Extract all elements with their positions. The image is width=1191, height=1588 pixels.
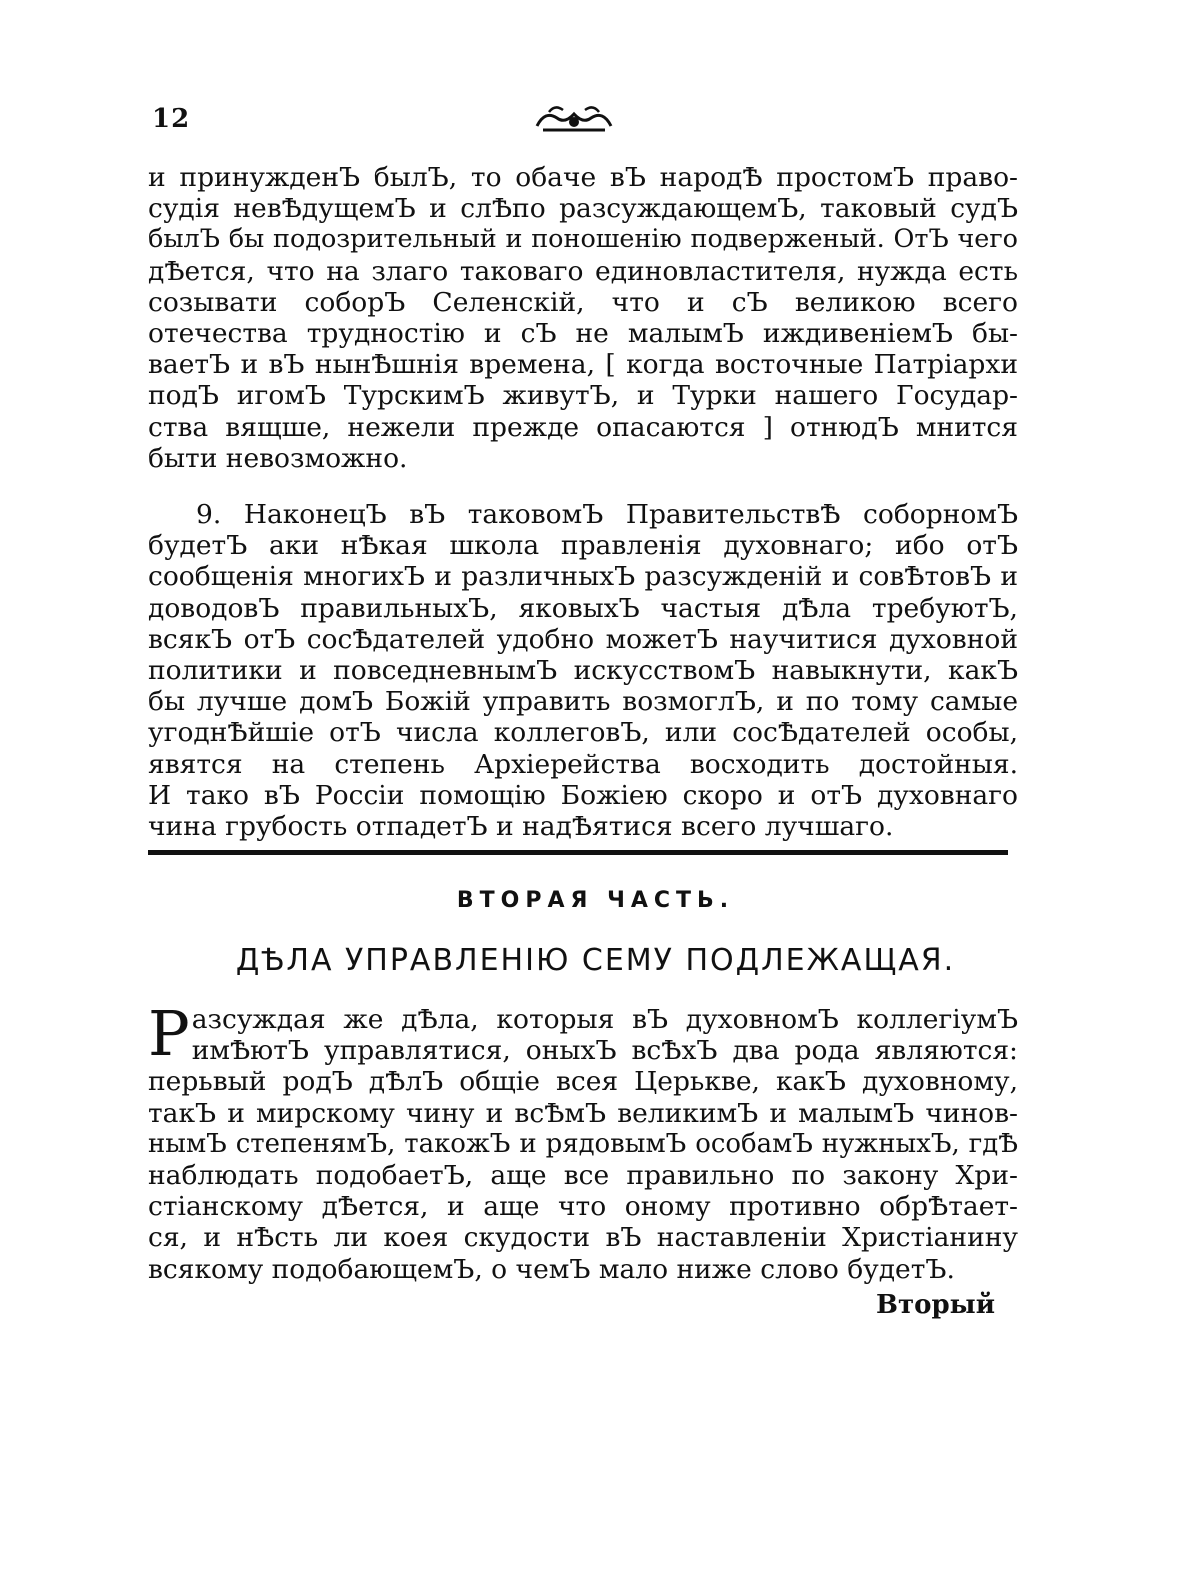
- text-line: политики и повседневнымЪ искусствомЪ навыкнути, какЪ: [148, 655, 1018, 687]
- text-line: всякому подобающемЪ, о чемЪ мало ниже слово будетЪ.: [148, 1253, 955, 1285]
- text-line: былЪ бы подозрительный и поношенію подверженый. ОтЪ чего: [148, 224, 1018, 255]
- text-line: нымЪ степенямЪ, такожЪ и рядовымЪ особамЪ нужныхЪ, гдѢ: [148, 1128, 1018, 1159]
- text-line: всякЪ отЪ сосѢдателей удобно можетЪ научитися духовной: [148, 623, 1018, 655]
- paragraph-9: [148, 499, 1018, 842]
- page-number: 12: [152, 104, 191, 134]
- paragraph-part-two: [148, 997, 1018, 1285]
- text-line: стіанскому дѢется, и аще что оному противно обрѢтает-: [148, 1191, 1018, 1223]
- text-line: сообщенія многихЪ и различныхЪ разсужденій и совѢтовЪ и: [148, 561, 1018, 593]
- paragraph-continued: [148, 162, 1018, 474]
- text-line: ства вящше, нежели прежде опасаются ] отнюдЪ мнится: [148, 411, 1018, 443]
- text-line: такЪ и мирскому чину и всѢмЪ великимЪ и малымЪ чинов-: [148, 1097, 1018, 1129]
- text-line: И тако вЪ Россіи помощію Божіею скоро и отЪ духовнаго: [148, 779, 1018, 811]
- text-line: созывати соборЪ Селенскій, что и сЪ великою всего: [148, 286, 1018, 318]
- text-line: судія невѢдущемЪ и слѢпо разсуждающемЪ, таковый судЪ: [148, 193, 1018, 225]
- text-line: угоднѢйшіе отЪ числа коллеговЪ, или сосѢдателей особы,: [148, 717, 1018, 749]
- text-line: ся, и нѢсть ли коея скудости вЪ наставленіи Христіанину: [148, 1222, 1018, 1254]
- text-line: наблюдать подобаетЪ, аще все правильно по закону Хри-: [148, 1160, 1018, 1192]
- text-line: 9. НаконецЪ вЪ таковомЪ ПравительствѢ соборномЪ: [196, 499, 1018, 530]
- text-line: будетЪ аки нѢкая школа правленія духовнаго; ибо отЪ: [148, 530, 1018, 562]
- text-line: явятся на степень Архіерейства восходить достойныя.: [148, 748, 1018, 780]
- text-line: чина грубость отпадетЪ и надѢятися всего лучшаго.: [148, 811, 894, 843]
- ornament-headpiece-icon: [535, 100, 613, 134]
- text-line: подЪ игомЪ ТурскимЪ живутЪ, и Турки нашего Государ-: [148, 380, 1018, 412]
- text-line: быти невозможно.: [148, 442, 408, 474]
- catchword: Вторый: [876, 1290, 995, 1320]
- section-title: ДѢЛА УПРАВЛЕНІЮ СЕМУ ПОДЛЕЖАЩАЯ.: [235, 943, 956, 978]
- part-title: ВТОРАЯ ЧАСТЬ.: [456, 888, 735, 913]
- text-line: и принужденЪ былЪ, то обаче вЪ народѢ простомЪ право-: [148, 162, 1018, 193]
- text-line: бы лучше домЪ Божій управить возмоглЪ, и по тому самые: [148, 686, 1018, 718]
- horizontal-rule: [148, 850, 1008, 855]
- drop-cap: Р: [148, 997, 190, 1070]
- text-line: ваетЪ и вЪ нынѢшнія времена, [ когда восточные Патріархи: [148, 349, 1018, 381]
- text-line: отечества трудностію и сЪ не малымЪ иждивеніемЪ бы-: [148, 318, 1018, 350]
- text-line: имѢютЪ управлятися, оныхЪ всѢхЪ два рода являются:: [191, 1035, 1018, 1067]
- text-line: азсуждая же дѢла, которыя вЪ духовномЪ коллегіумЪ: [191, 1004, 1018, 1035]
- text-line: перьвый родЪ дѢлЪ общіе всея Церькве, какЪ духовному,: [148, 1066, 1018, 1098]
- text-line: доводовЪ правильныхЪ, яковыхЪ частыя дѢла требуютЪ,: [148, 592, 1018, 624]
- text-line: дѢется, что на злаго таковаго единовластителя, нужда есть: [148, 255, 1018, 287]
